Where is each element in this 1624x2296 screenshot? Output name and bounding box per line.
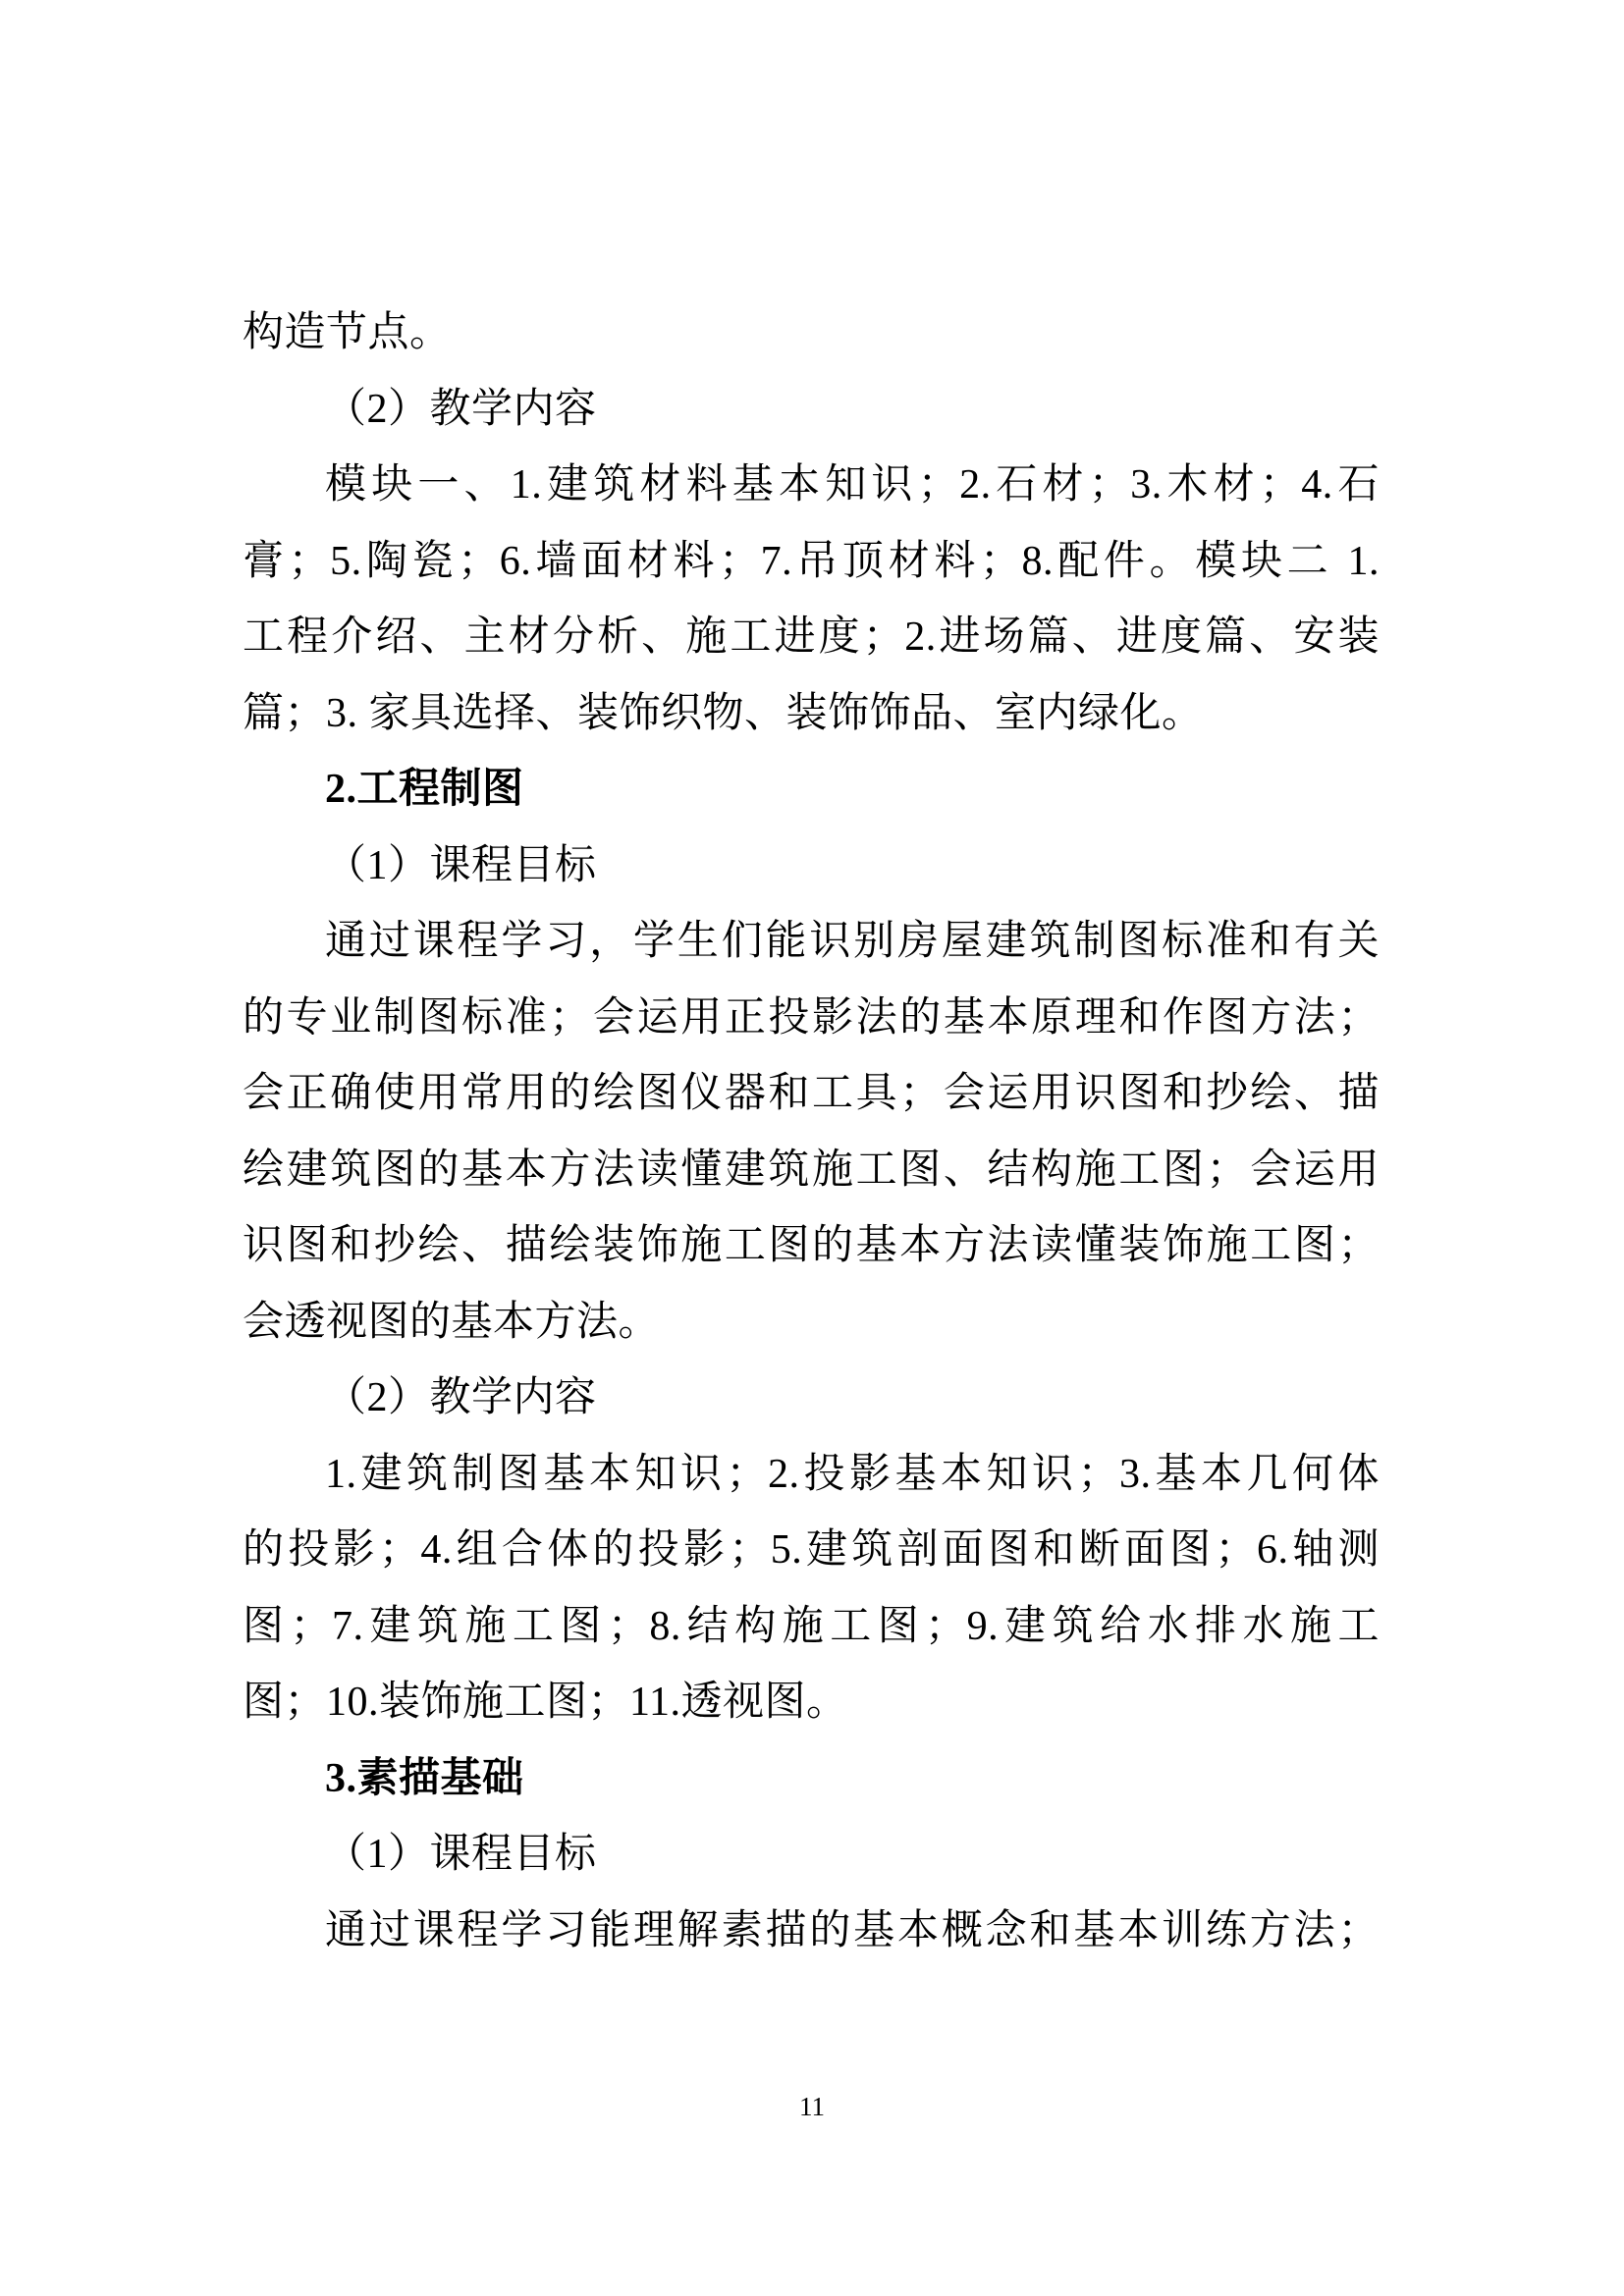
page-number: 11 [799,2092,825,2121]
text-line: 会透视图的基本方法。 [243,1299,661,1345]
text-line: 模块一、1.建筑材料基本知识；2.石材；3.木材；4.石 [325,462,1380,507]
text-line: （2）教学内容 [325,386,597,432]
text-line: 构造节点。 [243,310,452,355]
text-line: 绘建筑图的基本方法读懂建筑施工图、结构施工图；会运用 [243,1147,1380,1193]
text-line: 篇；3. 家具选择、装饰织物、装饰饰品、室内绿化。 [243,690,1204,736]
text-line: 3.素描基础 [325,1755,524,1801]
text-line: 2.工程制图 [325,767,524,812]
text-block [243,295,1380,1969]
text-line: 的投影；4.组合体的投影；5.建筑剖面图和断面图；6.轴测 [243,1527,1380,1573]
text-line: 通过课程学习能理解素描的基本概念和基本训练方法； [325,1907,1380,1953]
text-line: 通过课程学习，学生们能识别房屋建筑制图标准和有关 [325,919,1380,964]
text-line: （1）课程目标 [325,842,597,888]
text-line: （1）课程目标 [325,1832,597,1877]
text-line: 图；10.装饰施工图；11.透视图。 [243,1680,848,1725]
text-line: 图；7.建筑施工图；8.结构施工图；9.建筑给水排水施工 [243,1603,1380,1649]
text-line: （2）教学内容 [325,1375,597,1420]
page-footer [0,2091,1624,2122]
text-line: 1.建筑制图基本知识；2.投影基本知识；3.基本几何体 [325,1451,1380,1497]
text-line: 工程介绍、主材分析、施工进度；2.进场篇、进度篇、安装 [243,614,1380,660]
text-line: 识图和抄绘、描绘装饰施工图的基本方法读懂装饰施工图； [243,1223,1380,1268]
text-line: 的专业制图标准；会运用正投影法的基本原理和作图方法； [243,994,1380,1041]
text-line: 会正确使用常用的绘图仪器和工具；会运用识图和抄绘、描 [243,1071,1380,1116]
text-line: 膏；5.陶瓷；6.墙面材料；7.吊顶材料；8.配件。模块二 1. [243,538,1380,584]
